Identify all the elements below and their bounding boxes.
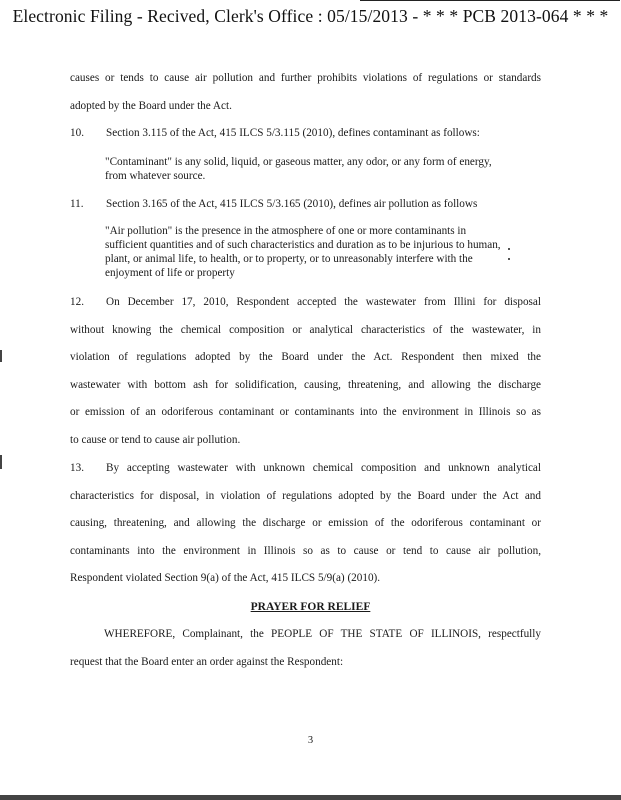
page-number: 3	[307, 735, 314, 746]
body-line: violation of regulations adopted by the Board under the Act. Respondent then mixed the	[70, 351, 541, 363]
body-line: Respondent violated Section 9(a) of the Act, 415 ILCS 5/9(a) (2010).	[70, 572, 381, 584]
contaminant-definition-quote: "Contaminant" is any solid, liquid, or gaseous matter, any odor, or any form of energy, from whatever source.	[105, 156, 492, 182]
paragraph-12	[70, 296, 541, 308]
scan-edge-mark	[0, 455, 2, 469]
body-line: causing, threatening, and allowing the discharge or emission of the odoriferous contaminant or	[70, 517, 541, 529]
body-line: to cause or tend to cause air pollution.	[70, 434, 241, 446]
paragraph-number: 11.	[70, 198, 84, 210]
air-pollution-definition-quote: "Air pollution" is the presence in the atmosphere of one or more contaminants in sufficient quantities and of such characteristics and duration as to be injurious to human, plant, or animal life, to health, or to property, or to unreasonably interfere with the enjoyment of life or property	[105, 225, 501, 279]
paragraph-10	[70, 127, 541, 139]
prayer-for-relief-heading: PRAYER FOR RELIEF	[250, 601, 371, 613]
filing-stamp-header: Electronic Filing - Recived, Clerk's Office : 05/15/2013 - * * * PCB 2013-064 * * *	[12, 6, 609, 26]
body-line: request that the Board enter an order against the Respondent:	[70, 656, 344, 668]
body-line: characteristics for disposal, in violation of regulations adopted by the Board under the Act and	[70, 490, 541, 502]
paragraph-text: By accepting wastewater with unknown chemical composition and unknown analytical	[106, 462, 541, 474]
scan-speck	[508, 248, 510, 250]
header-rule	[360, 0, 620, 1]
paragraph-13	[70, 462, 541, 474]
body-line: without knowing the chemical composition or analytical characteristics of the wastewater, in	[70, 324, 541, 336]
scan-edge-mark	[0, 350, 2, 362]
body-line: or emission of an odoriferous contaminant or contaminants into the environment in Illinois so as	[70, 406, 541, 418]
paragraph-number: 13.	[70, 462, 84, 474]
paragraph-11	[70, 198, 541, 210]
scan-edge-mark	[0, 795, 621, 800]
paragraph-text: On December 17, 2010, Respondent accepted the wastewater from Illini for disposal	[106, 296, 541, 308]
body-line: causes or tends to cause air pollution and further prohibits violations of regulations or standards	[70, 72, 541, 84]
scan-speck	[508, 258, 510, 260]
paragraph-text: Section 3.165 of the Act, 415 ILCS 5/3.165 (2010), defines air pollution as follows	[106, 198, 478, 210]
body-line: WHEREFORE, Complainant, the PEOPLE OF THE STATE OF ILLINOIS, respectfully	[104, 628, 541, 640]
body-line: wastewater with bottom ash for solidification, causing, threatening, and allowing the discharge	[70, 379, 541, 391]
paragraph-number: 12.	[70, 296, 84, 308]
paragraph-number: 10.	[70, 127, 84, 139]
body-line: contaminants into the environment in Illinois so as to cause or tend to cause air pollution,	[70, 545, 541, 557]
paragraph-text: Section 3.115 of the Act, 415 ILCS 5/3.115 (2010), defines contaminant as follows:	[106, 127, 480, 139]
body-line: adopted by the Board under the Act.	[70, 100, 232, 112]
